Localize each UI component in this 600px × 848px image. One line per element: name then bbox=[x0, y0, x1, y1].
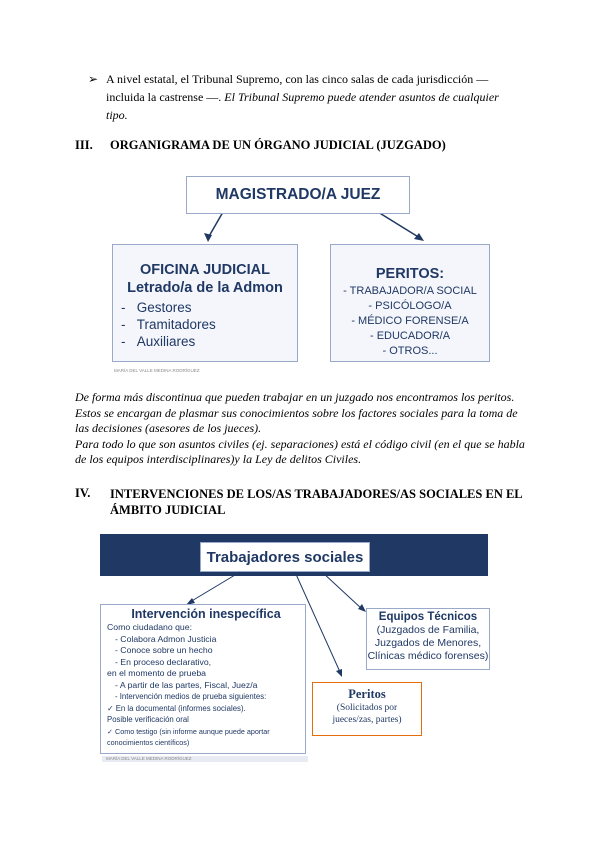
social-workers-diagram bbox=[100, 534, 490, 766]
letrado-title: Letrado/a de la Admon bbox=[127, 280, 283, 296]
list-item: conocimientos científicos) bbox=[107, 738, 190, 747]
list-item: Clínicas médico forenses) bbox=[367, 650, 489, 662]
peritos-small-box bbox=[312, 682, 422, 736]
peritos-title: PERITOS: bbox=[375, 266, 445, 282]
org-chart-diagram bbox=[108, 172, 494, 372]
list-item: ✓ En la documental (informes sociales). bbox=[107, 703, 246, 713]
equipos-tecnicos-box bbox=[366, 608, 490, 670]
list-item: Como ciudadano que: bbox=[107, 622, 193, 632]
list-item: en el momento de prueba bbox=[107, 668, 207, 678]
list-item: - Colabora Admon Justicia bbox=[115, 633, 217, 644]
list-item: - MÉDICO FORENSE/A bbox=[351, 315, 469, 327]
credit-text: MARÍA DEL VALLE MEDINA RODRÍGUEZ bbox=[114, 368, 200, 373]
equipos-title: Equipos Técnicos bbox=[378, 611, 478, 623]
bullet-line-3: tipo. bbox=[106, 108, 128, 122]
list-item: - EDUCADOR/A bbox=[369, 330, 451, 342]
list-item: Juzgados de Menores, bbox=[374, 637, 482, 649]
magistrado-box: MAGISTRADO/A JUEZ bbox=[186, 176, 410, 214]
list-item: - OTROS... bbox=[382, 345, 438, 357]
section-4-title: INTERVENCIONES DE LOS/AS TRABAJADORES/AS SOCIALES EN EL ÁMBITO JUDICIAL bbox=[110, 487, 523, 517]
list-item: jueces/zas, partes) bbox=[332, 715, 402, 725]
list-item: - Conoce sobre un hecho bbox=[115, 645, 213, 655]
peritos-small-title: Peritos bbox=[348, 687, 386, 701]
section-3-number: III. bbox=[75, 138, 93, 152]
list-item: - Tramitadores bbox=[121, 317, 216, 332]
list-item: - Gestores bbox=[121, 300, 192, 315]
oficina-judicial-box bbox=[112, 244, 298, 362]
trabajadores-sociales-box: Trabajadores sociales bbox=[200, 542, 370, 572]
list-item: - PSICÓLOGO/A bbox=[368, 300, 452, 312]
body-paragraph: De forma más discontinua que pueden trabajar en un juzgado nos encontramos los peritos. Estos se encargan de plasmar sus conocimientos sobre los factores sociales para la toma de las decisiones (asesores de los jueces). Para todo lo que son asuntos civiles (ej. separaciones) está el código civil (en el que se habla de los equipos interdisciplinares)y la Ley de delitos Civiles. bbox=[75, 390, 525, 466]
section-3-title: ORGANIGRAMA DE UN ÓRGANO JUDICIAL (JUZGADO) bbox=[110, 138, 446, 152]
list-item: (Solicitados por bbox=[336, 703, 398, 713]
list-item: - Intervención medios de prueba siguientes: bbox=[115, 692, 267, 701]
credit-text: MARÍA DEL VALLE MEDINA RODRÍGUEZ bbox=[106, 756, 192, 761]
list-item: - Auxiliares bbox=[121, 334, 196, 349]
peritos-box bbox=[330, 244, 490, 362]
list-item: - A partir de las partes, Fiscal, Juez/a bbox=[115, 679, 258, 690]
intervencion-title: Intervención inespecífica bbox=[131, 607, 281, 621]
list-item: - TRABAJADOR/A SOCIAL bbox=[343, 285, 477, 297]
list-item: (Juzgados de Familia, bbox=[376, 624, 480, 636]
list-item: Posible verificación oral bbox=[107, 715, 189, 724]
oficina-title: OFICINA JUDICIAL bbox=[140, 262, 270, 278]
bullet-arrow-icon: ➢ bbox=[88, 72, 99, 86]
intervencion-inespecifica-box bbox=[100, 604, 306, 754]
list-item: ✓ Como testigo (sin informe aunque puede aportar bbox=[107, 726, 270, 736]
bullet-line-2: incluida la castrense —. El Tribunal Supremo puede atender asuntos de cualquier bbox=[106, 90, 499, 104]
bullet-line-1: ➢ A nivel estatal, el Tribunal Supremo, con las cinco salas de cada jurisdicción — bbox=[88, 72, 489, 86]
section-4-number: IV. bbox=[75, 486, 91, 500]
list-item: - En proceso declarativo, bbox=[115, 656, 212, 667]
